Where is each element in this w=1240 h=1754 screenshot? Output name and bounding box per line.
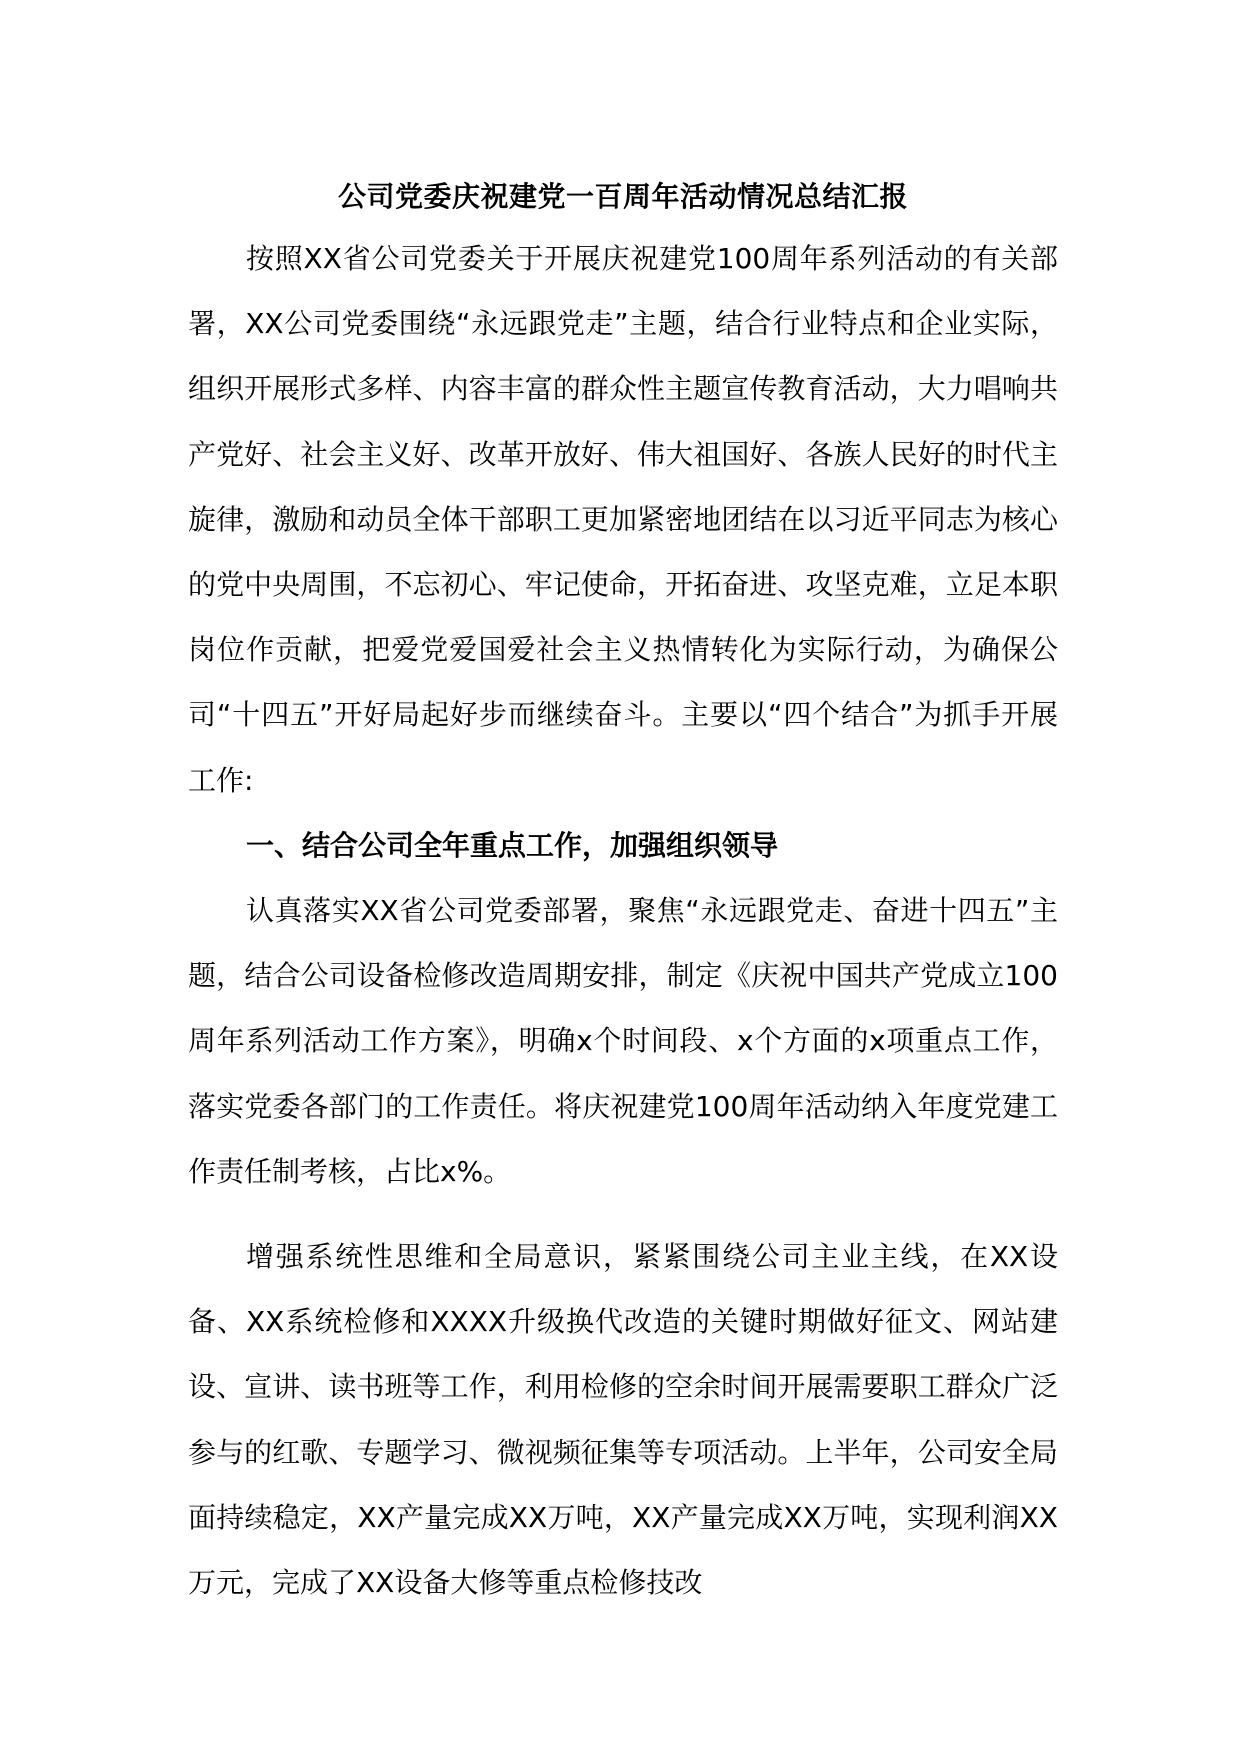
section-1-paragraph-2: 增强系统性思维和全局意识，紧紧围绕公司主业主线，在XX设备、XX系统检修和XXXX升级换代改造的关键时期做好征文、网站建设、宣讲、读书班等工作，利用检修的空余时间开展需要职工群众广泛参与的红歌、专题学习、微视频征集等专项活动。上半年，公司安全局面持续稳定，XX产量完成XX万吨，XX产量完成XX万吨，实现利润XX万元，完成了XX设备大修等重点检修技改	[188, 1240, 1058, 1600]
section-heading-1: 一、结合公司全年重点工作，加强组织领导	[246, 828, 779, 862]
section-1-paragraph-1: 认真落实XX省公司党委部署，聚焦“永远跟党走、奋进十四五”主题，结合公司设备检修改造周期安排，制定《庆祝中国共产党成立100周年系列活动工作方案》，明确x个时间段、x个方面的x项重点工作，落实党委各部门的工作责任。将庆祝建党100周年活动纳入年度党建工作责任制考核，占比x%。	[188, 894, 1058, 1188]
document-body	[188, 168, 1058, 1615]
paragraph-gap	[188, 1204, 1058, 1224]
document-title: 公司党委庆祝建党一百周年活动情况总结汇报	[337, 180, 908, 213]
intro-paragraph: 按照XX省公司党委关于开展庆祝建党100周年系列活动的有关部署，XX公司党委围绕“永远跟党走”主题，结合行业特点和企业实际，组织开展形式多样、内容丰富的群众性主题宣传教育活动，大力唱响共产党好、社会主义好、改革开放好、伟大祖国好、各族人民好的时代主旋律，激励和动员全体干部职工更加紧密地团结在以习近平同志为核心的党中央周围，不忘初心、牢记使命，开拓奋进、攻坚克难，立足本职岗位作贡献，把爱党爱国爱社会主义热情转化为实际行动，为确保公司“十四五”开好局起好步而继续奋斗。主要以“四个结合”为抓手开展工作:	[188, 242, 1058, 797]
